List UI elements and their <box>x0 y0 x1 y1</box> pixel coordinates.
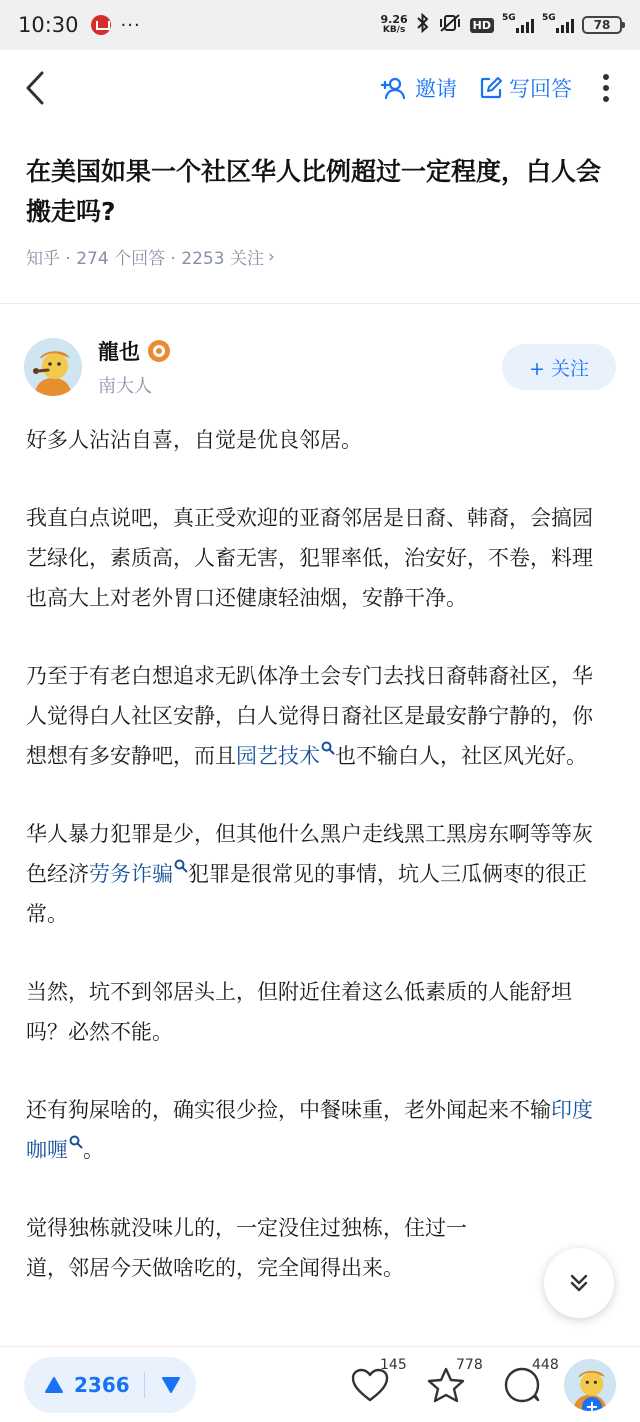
upvote-button[interactable] <box>24 1373 130 1397</box>
favorite-count: 778 <box>456 1356 483 1373</box>
paragraph-text: 。 <box>83 1138 104 1162</box>
paragraph-text: 犯罪是很常见的事情，坑人三瓜俩枣的很正常。 <box>26 862 587 926</box>
question-meta-text: 知乎 · 274 个回答 · 2253 关注 <box>26 249 264 269</box>
paragraph-text: 道，邻居今天做啥吃的，完全闻得出来。 <box>26 1256 404 1280</box>
back-button[interactable] <box>24 68 64 108</box>
network-type-label: 5G <box>502 13 516 23</box>
signal-icon <box>542 13 574 33</box>
search-icon <box>69 1135 83 1149</box>
search-icon <box>174 859 188 873</box>
status-more-indicator: ··· <box>120 14 141 36</box>
write-answer-button[interactable] <box>479 73 572 103</box>
chevron-right-icon: › <box>267 246 275 267</box>
search-icon <box>321 741 335 755</box>
answer-paragraph <box>26 656 610 776</box>
answer-content <box>26 420 610 1326</box>
status-indicators <box>381 13 622 37</box>
downvote-triangle-icon <box>161 1376 181 1394</box>
invite-label: 邀请 <box>415 77 457 101</box>
upvote-count: 2366 <box>74 1372 130 1397</box>
network-speed-value: 9.26 <box>380 13 408 26</box>
more-options-button[interactable] <box>596 74 616 102</box>
eye-badge-icon <box>148 340 170 362</box>
question-meta[interactable] <box>26 244 616 269</box>
bottom-action-bar <box>0 1346 640 1422</box>
question-title[interactable]: 在美国如果一个社区华人比例超过一定程度，白人会搬走吗? <box>26 157 602 226</box>
vote-separator <box>144 1372 145 1398</box>
hd-voice-badge: HD <box>470 18 494 33</box>
upvote-triangle-icon <box>44 1376 64 1394</box>
author-description: 南大人 <box>98 376 152 397</box>
author-name[interactable]: 龍也 <box>98 340 140 364</box>
invite-button[interactable] <box>381 73 457 103</box>
status-time: 10:30 <box>18 13 79 37</box>
chevron-left-icon <box>24 71 46 105</box>
china-merchants-bank-icon <box>91 15 111 35</box>
like-count: 145 <box>380 1356 407 1373</box>
network-speed-unit: KB/s <box>382 25 406 35</box>
comment-count: 448 <box>532 1356 559 1373</box>
paragraph-text: 乃至于有老白想追求无趴体净土会专门去找日裔韩裔社区，华人觉得白人社区安静，白人觉得日裔社区是最安静宁静的，你想想有多安静吧，而且 <box>26 664 593 768</box>
follow-author-avatar[interactable] <box>564 1359 616 1411</box>
bluetooth-icon <box>416 13 430 37</box>
signal-icon <box>502 13 534 33</box>
answer-paragraph <box>26 1090 610 1170</box>
answer-paragraph: 当然，坑不到邻居头上，但附近住着这么低素质的人能舒坦吗？必然不能。 <box>26 980 572 1044</box>
vote-control <box>24 1357 196 1413</box>
network-type-label: 5G <box>542 13 556 23</box>
answer-paragraph: 我直白点说吧，真正受欢迎的亚裔邻居是日裔、韩裔，会搞园艺绿化，素质高，人畜无害，犯罪率低，治安好，不卷，料理也高大上对老外胃口还健康轻油烟，安静干净。 <box>26 506 593 610</box>
battery-icon: 78 <box>582 16 622 34</box>
paragraph-text: 也不输白人，社区风光好。 <box>335 744 587 768</box>
add-user-icon <box>381 76 409 100</box>
keyword-link-labor-fraud[interactable]: 劳务诈骗 <box>89 862 173 886</box>
plus-icon: + <box>582 1397 602 1411</box>
question-header <box>26 152 616 269</box>
answer-author <box>24 336 616 398</box>
edit-icon <box>479 76 503 100</box>
answer-paragraph <box>26 814 610 934</box>
top-navigation <box>0 50 640 126</box>
write-answer-label: 写回答 <box>509 77 572 101</box>
double-chevron-down-icon <box>568 1272 590 1294</box>
nav-actions <box>359 73 616 103</box>
vibrate-off-icon <box>438 13 462 37</box>
author-info <box>98 336 170 398</box>
header-divider <box>0 303 640 304</box>
comment-button[interactable] <box>484 1357 560 1413</box>
network-speed <box>381 14 408 36</box>
author-name-row <box>98 336 170 366</box>
paragraph-text: 华人暴力犯罪是少，但其他什么黑户走线黑工黑房东啊等等灰色经济 <box>26 822 593 886</box>
downvote-button[interactable] <box>161 1376 181 1394</box>
like-button[interactable] <box>332 1357 408 1413</box>
scroll-down-button[interactable] <box>544 1248 614 1318</box>
keyword-link-indian-curry[interactable]: 印度咖喱 <box>26 1098 593 1162</box>
paragraph-text: 还有狗屎啥的，确实很少捡，中餐味重，老外闻起来不输 <box>26 1098 551 1122</box>
follow-button[interactable]: + 关注 <box>502 344 616 390</box>
keyword-link-gardening[interactable]: 园艺技术 <box>236 744 320 768</box>
avatar[interactable] <box>24 338 82 396</box>
status-bar <box>0 0 640 50</box>
answer-paragraph <box>26 1208 610 1288</box>
bar-actions <box>332 1357 616 1413</box>
answer-paragraph: 好多人沾沾自喜，自觉是优良邻居。 <box>26 428 362 452</box>
paragraph-text: 觉得独栋就没味儿的，一定没住过独栋，住过一 <box>26 1216 467 1240</box>
favorite-button[interactable] <box>408 1357 484 1413</box>
